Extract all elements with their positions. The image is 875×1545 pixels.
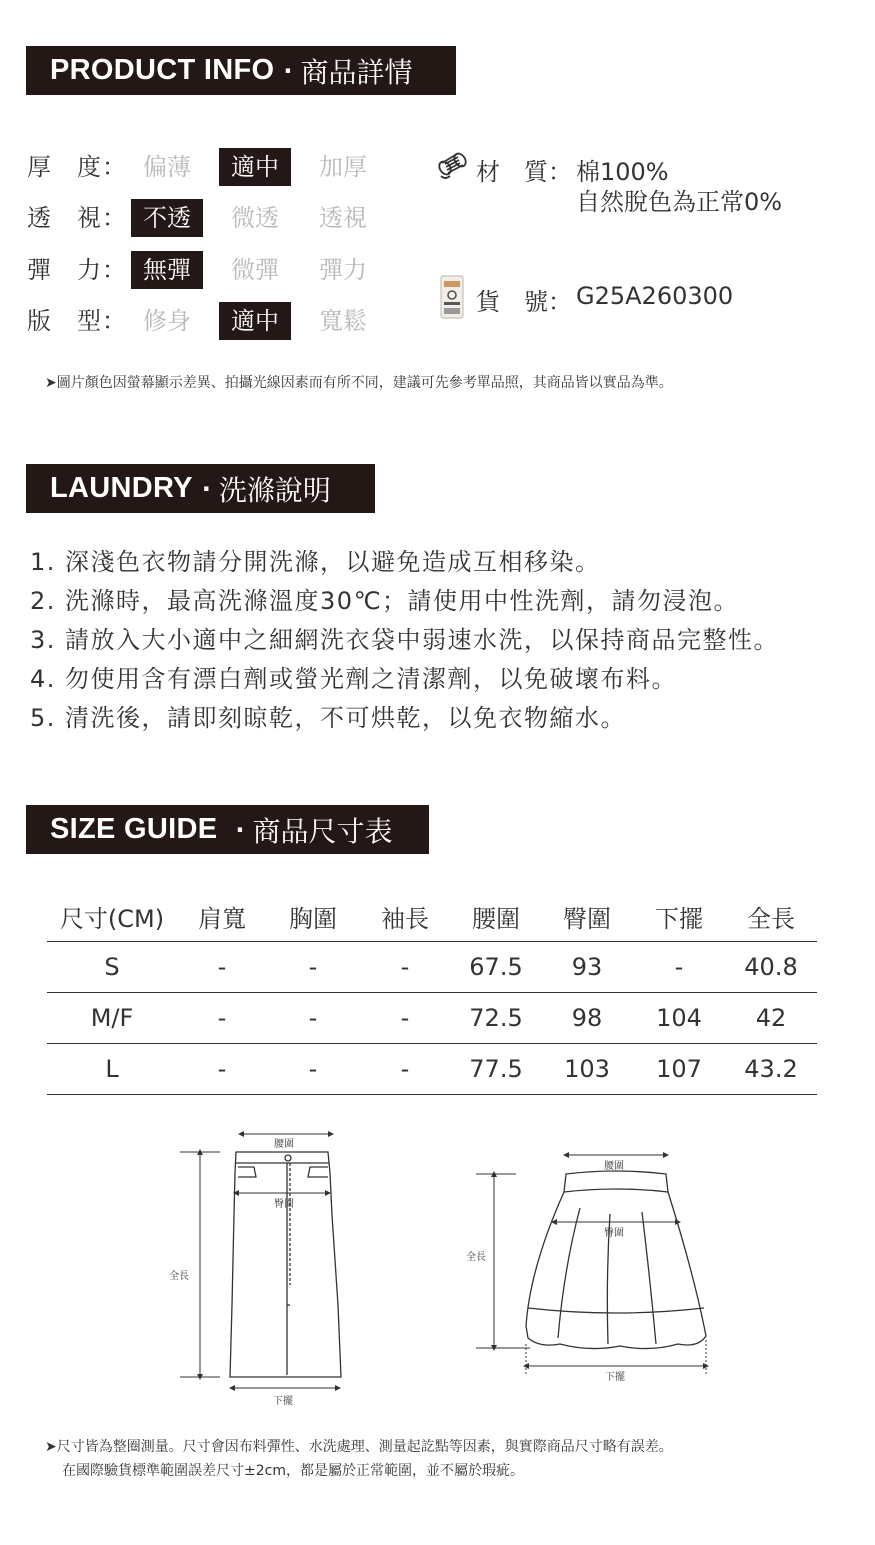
attribute-option: 微彈 — [231, 256, 279, 284]
header-hip: 臀圍 — [541, 892, 633, 942]
material-value-2: 自然脫色為正常0% — [576, 188, 783, 216]
diagram-label-hem: 下擺 — [605, 1372, 625, 1383]
table-cell: - — [177, 993, 267, 1044]
table-cell: 72.5 — [451, 993, 541, 1044]
tag-icon — [440, 275, 464, 319]
table-cell: - — [267, 942, 359, 993]
table-cell: 104 — [633, 993, 725, 1044]
header-shoulder: 肩寬 — [177, 892, 267, 942]
table-cell: - — [267, 993, 359, 1044]
table-cell: 42 — [725, 993, 817, 1044]
laundry-header — [26, 464, 375, 513]
diagram-label-waist: 腰圍 — [604, 1161, 624, 1172]
attribute-label: 透 視： — [27, 204, 127, 232]
table-cell: - — [267, 1044, 359, 1095]
table-row — [47, 993, 817, 1044]
size-guide-header — [26, 805, 429, 854]
diagram-label-hem: 下擺 — [273, 1396, 293, 1407]
diagram-label-length: 全長 — [169, 1271, 189, 1282]
attribute-option-selected: 不透 — [131, 199, 203, 237]
diagram-label-hip: 臀圍 — [274, 1199, 294, 1210]
product-info-title-zh: 商品詳情 — [300, 55, 413, 89]
table-cell: M/F — [47, 993, 177, 1044]
table-cell: 67.5 — [451, 942, 541, 993]
attribute-option: 寬鬆 — [319, 307, 367, 335]
diagram-label-hip: 臀圍 — [604, 1228, 624, 1239]
table-cell: - — [359, 993, 451, 1044]
attribute-label: 厚 度： — [27, 153, 127, 181]
header-waist: 腰圍 — [451, 892, 541, 942]
size-note-1: ➤尺寸皆為整圈測量。尺寸會因布料彈性、水洗處理、測量起訖點等因素，與實際商品尺寸略有誤差。 — [45, 1439, 673, 1455]
table-cell: 77.5 — [451, 1044, 541, 1095]
table-cell: - — [177, 942, 267, 993]
material-icon — [436, 152, 470, 182]
laundry-item-3: 3. 請放入大小適中之細網洗衣袋中弱速水洗，以保持商品完整性。 — [30, 626, 780, 654]
attribute-option: 透視 — [319, 204, 367, 232]
table-row — [47, 942, 817, 993]
table-cell: S — [47, 942, 177, 993]
attribute-option-selected: 適中 — [219, 302, 291, 340]
pencil-skirt-diagram — [160, 1125, 360, 1415]
attribute-option-selected: 無彈 — [131, 251, 203, 289]
product-info-title-en: PRODUCT INFO — [50, 54, 275, 86]
laundry-item-5: 5. 清洗後，請即刻晾乾，不可烘乾，以免衣物縮水。 — [30, 704, 627, 732]
header-chest: 胸圍 — [267, 892, 359, 942]
size-guide-title-zh: 商品尺寸表 — [252, 814, 393, 848]
table-cell: - — [633, 942, 725, 993]
header-hem: 下擺 — [633, 892, 725, 942]
table-cell: 93 — [541, 942, 633, 993]
product-info-header — [26, 46, 456, 95]
diagram-label-waist: 腰圍 — [274, 1139, 294, 1150]
table-cell: 107 — [633, 1044, 725, 1095]
table-cell: 43.2 — [725, 1044, 817, 1095]
table-cell: 98 — [541, 993, 633, 1044]
header-size: 尺寸(CM) — [47, 892, 177, 942]
size-note-2: 在國際驗貨標準範圍誤差尺寸±2cm，都是屬於正常範圍，並不屬於瑕疵。 — [62, 1463, 524, 1479]
header-sleeve: 袖長 — [359, 892, 451, 942]
laundry-item-1: 1. 深淺色衣物請分開洗滌，以避免造成互相移染。 — [30, 548, 601, 576]
size-table — [47, 892, 817, 1095]
table-cell: 40.8 — [725, 942, 817, 993]
attribute-option: 修身 — [143, 307, 191, 335]
laundry-title-en: LAUNDRY — [50, 472, 193, 504]
laundry-item-4: 4. 勿使用含有漂白劑或螢光劑之清潔劑，以免破壞布料。 — [30, 665, 678, 693]
attribute-label: 版 型： — [27, 307, 127, 335]
product-note: ➤圖片顏色因螢幕顯示差異、拍攝光線因素而有所不同，建議可先參考單品照，其商品皆以實品為準。 — [45, 375, 673, 391]
sku-label: 貨 號： — [476, 288, 572, 316]
table-cell: - — [359, 942, 451, 993]
header-dot: · — [235, 815, 245, 844]
attribute-option: 加厚 — [319, 153, 367, 181]
attribute-option-selected: 適中 — [219, 148, 291, 186]
laundry-item-2: 2. 洗滌時，最高洗滌溫度30℃；請使用中性洗劑，請勿浸泡。 — [30, 587, 740, 615]
attribute-label: 彈 力： — [27, 256, 127, 284]
table-cell: - — [359, 1044, 451, 1095]
sku-value: G25A260300 — [576, 282, 734, 310]
table-cell: 103 — [541, 1044, 633, 1095]
attribute-option: 彈力 — [319, 256, 367, 284]
table-cell: L — [47, 1044, 177, 1095]
diagram-label-length: 全長 — [466, 1252, 486, 1263]
table-cell: - — [177, 1044, 267, 1095]
attribute-option: 微透 — [231, 204, 279, 232]
laundry-title-zh: 洗滌說明 — [218, 473, 331, 507]
material-value-1: 棉100% — [576, 158, 669, 186]
header-length: 全長 — [725, 892, 817, 942]
size-table-header-row — [47, 892, 817, 942]
flared-skirt-diagram — [460, 1148, 720, 1388]
table-row — [47, 1044, 817, 1095]
size-guide-title-en: SIZE GUIDE — [50, 813, 218, 845]
material-label: 材 質： — [476, 158, 572, 186]
header-dot: · — [283, 56, 293, 85]
attribute-option: 偏薄 — [143, 153, 191, 181]
header-dot: · — [201, 474, 211, 503]
